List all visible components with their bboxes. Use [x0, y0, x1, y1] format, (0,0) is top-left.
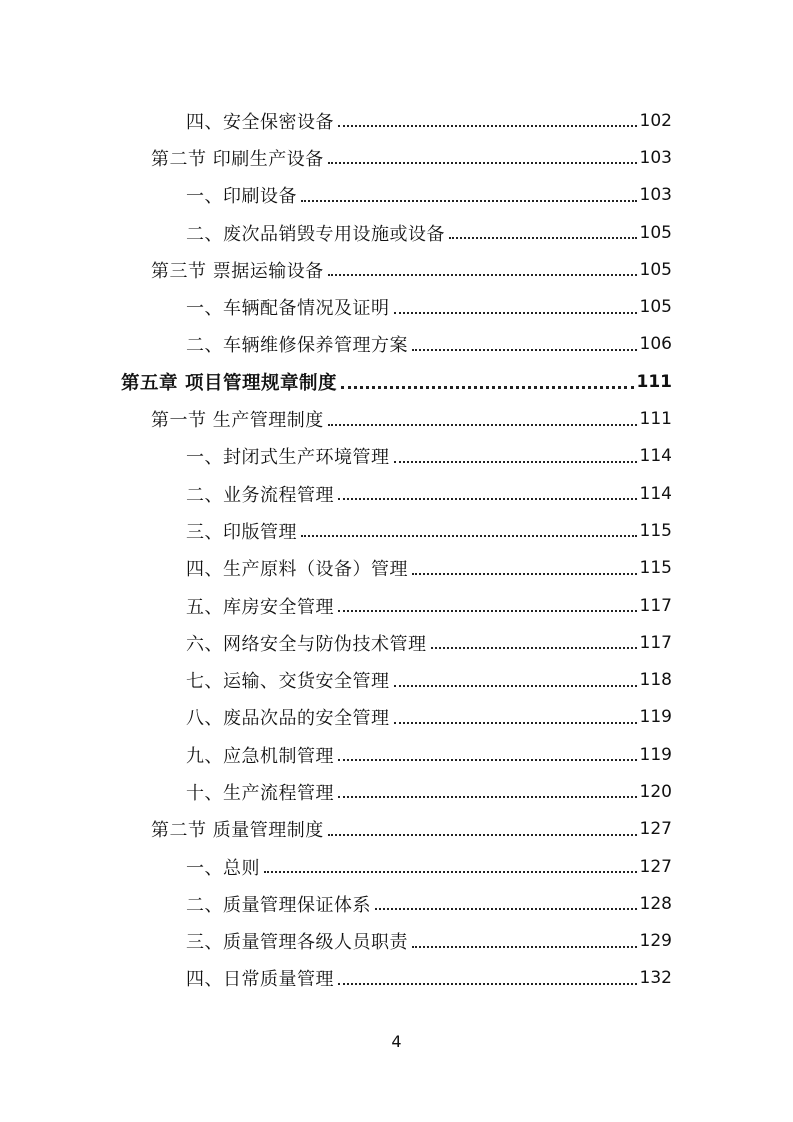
page-number: 4: [391, 1032, 402, 1051]
dot-leader: [394, 684, 637, 687]
toc-entry-sub[interactable]: [0, 736, 793, 773]
toc-entry-sub[interactable]: [0, 699, 793, 736]
toc-entry-sub[interactable]: [0, 326, 793, 363]
toc-entry-title: 三、质量管理各级人员职责: [186, 932, 408, 954]
toc-entry-title: 八、废品次品的安全管理: [186, 708, 390, 730]
dot-leader: [328, 423, 637, 426]
toc-entry-title: 七、运输、交货安全管理: [186, 671, 390, 693]
toc-entry-page: 102: [639, 110, 672, 131]
toc-entry-sub[interactable]: [0, 177, 793, 214]
toc-entry-page: 117: [639, 595, 672, 616]
toc-entry-page: 119: [639, 707, 672, 728]
toc-entry-page: 129: [639, 931, 672, 952]
toc-entry-title: 五、库房安全管理: [186, 596, 334, 618]
toc-entry-page: 115: [639, 520, 672, 541]
toc-entry-title: 第二节 质量管理制度: [151, 820, 324, 842]
toc-entry-title: 一、印刷设备: [186, 186, 297, 208]
toc-entry-title: 六、网络安全与防伪技术管理: [186, 633, 427, 655]
toc-entry-page: 105: [639, 297, 672, 318]
toc-entry-page: 117: [639, 632, 672, 653]
toc-entry-title: 四、安全保密设备: [186, 111, 334, 133]
toc-entry-page: 132: [639, 968, 672, 989]
toc-entry-title: 三、印版管理: [186, 521, 297, 543]
toc-entry-sub[interactable]: [0, 587, 793, 624]
toc-entry-sub[interactable]: [0, 960, 793, 997]
dot-leader: [412, 348, 637, 351]
toc-entry-section[interactable]: [0, 139, 793, 176]
toc-entry-sub[interactable]: [0, 848, 793, 885]
toc-entry-page: 105: [639, 222, 672, 243]
toc-entry-sub[interactable]: [0, 438, 793, 475]
toc-entry-page: 106: [639, 334, 672, 355]
toc-entry-title: 十、生产流程管理: [186, 782, 334, 804]
toc-entry-title: 四、日常质量管理: [186, 969, 334, 991]
dot-leader: [394, 460, 637, 463]
toc-entry-page: 105: [639, 259, 672, 280]
toc-entry-page: 127: [639, 856, 672, 877]
dot-leader: [341, 385, 634, 389]
toc-entry-sub[interactable]: [0, 550, 793, 587]
toc-entry-title: 二、废次品销毁专用设施或设备: [186, 223, 445, 245]
toc-entry-title: 一、封闭式生产环境管理: [186, 447, 390, 469]
toc-entry-sub[interactable]: [0, 923, 793, 960]
table-of-contents: [0, 102, 793, 997]
dot-leader: [328, 161, 637, 164]
dot-leader: [338, 758, 637, 761]
toc-entry-title: 二、业务流程管理: [186, 484, 334, 506]
toc-entry-sub[interactable]: [0, 885, 793, 922]
toc-entry-page: 120: [639, 781, 672, 802]
toc-entry-title: 一、总则: [186, 857, 260, 879]
dot-leader: [375, 907, 637, 910]
toc-entry-page: 118: [639, 670, 672, 691]
toc-entry-title: 九、应急机制管理: [186, 745, 334, 767]
toc-entry-page: 111: [636, 371, 672, 392]
dot-leader: [328, 273, 637, 276]
dot-leader: [301, 534, 637, 537]
dot-leader: [328, 833, 637, 836]
toc-entry-page: 119: [639, 744, 672, 765]
toc-entry-sub[interactable]: [0, 624, 793, 661]
toc-entry-title: 一、车辆配备情况及证明: [186, 298, 390, 320]
dot-leader: [338, 124, 637, 127]
dot-leader: [394, 721, 637, 724]
toc-entry-sub[interactable]: [0, 288, 793, 325]
toc-entry-title: 二、质量管理保证体系: [186, 894, 371, 916]
toc-entry-title: 第五章 项目管理规章制度: [121, 372, 337, 394]
toc-entry-sub[interactable]: [0, 102, 793, 139]
dot-leader: [412, 572, 637, 575]
toc-entry-sub[interactable]: [0, 773, 793, 810]
toc-entry-page: 114: [639, 446, 672, 467]
toc-entry-sub[interactable]: [0, 475, 793, 512]
toc-entry-page: 111: [639, 409, 672, 430]
dot-leader: [394, 311, 637, 314]
toc-entry-title: 第一节 生产管理制度: [151, 410, 324, 432]
toc-entry-chapter[interactable]: [0, 363, 793, 400]
dot-leader: [338, 609, 637, 612]
toc-entry-title: 二、车辆维修保养管理方案: [186, 335, 408, 357]
toc-entry-section[interactable]: [0, 400, 793, 437]
dot-leader: [264, 870, 637, 873]
toc-entry-section[interactable]: [0, 251, 793, 288]
toc-entry-page: 103: [639, 185, 672, 206]
toc-entry-title: 第二节 印刷生产设备: [151, 148, 324, 170]
toc-entry-sub[interactable]: [0, 214, 793, 251]
dot-leader: [338, 982, 637, 985]
dot-leader: [338, 497, 637, 500]
toc-entry-page: 114: [639, 483, 672, 504]
toc-entry-sub[interactable]: [0, 512, 793, 549]
dot-leader: [338, 795, 637, 798]
toc-entry-section[interactable]: [0, 811, 793, 848]
dot-leader: [431, 646, 637, 649]
toc-entry-page: 128: [639, 893, 672, 914]
dot-leader: [301, 199, 637, 202]
dot-leader: [449, 236, 637, 239]
toc-entry-page: 103: [639, 147, 672, 168]
toc-entry-sub[interactable]: [0, 661, 793, 698]
toc-entry-page: 115: [639, 558, 672, 579]
dot-leader: [412, 945, 637, 948]
toc-entry-page: 127: [639, 819, 672, 840]
toc-entry-title: 第三节 票据运输设备: [151, 260, 324, 282]
toc-entry-title: 四、生产原料（设备）管理: [186, 559, 408, 581]
